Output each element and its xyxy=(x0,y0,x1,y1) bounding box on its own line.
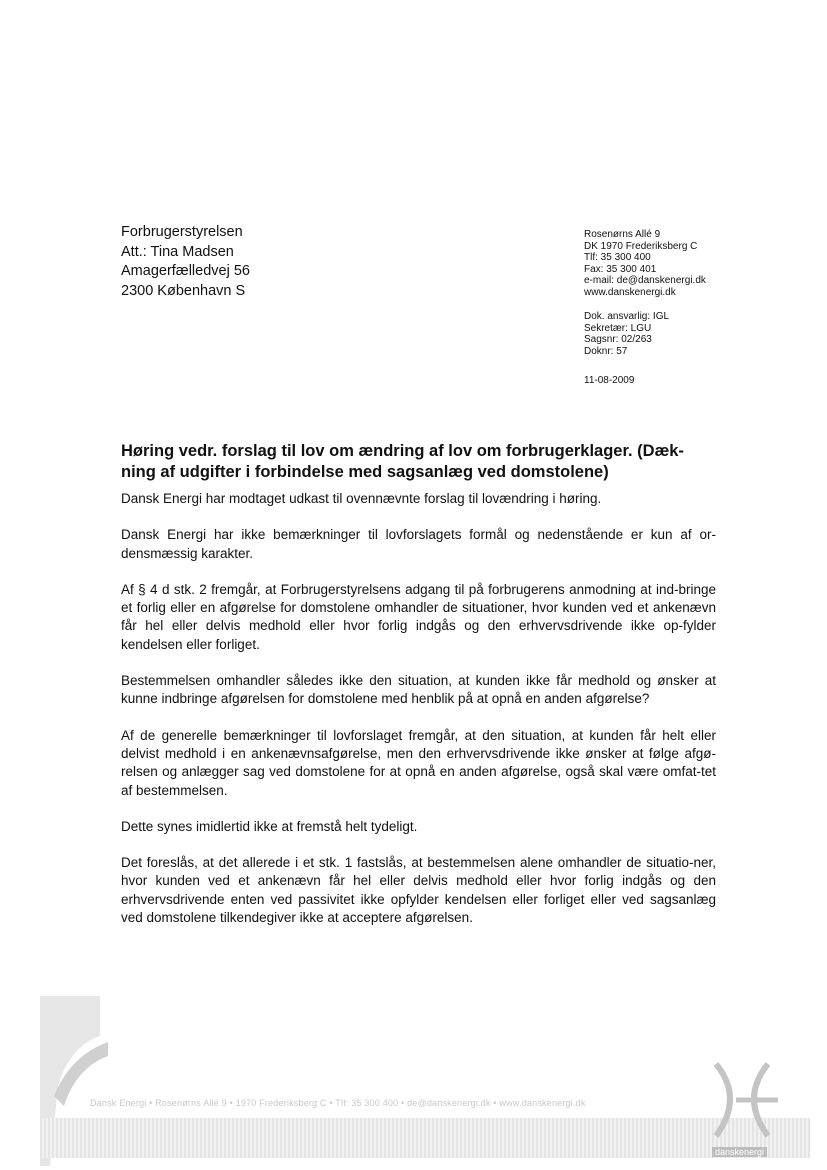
meta-doc: Doknr: 57 xyxy=(584,345,628,357)
meta-secretary: Sekretær: LGU xyxy=(584,322,652,334)
sender-fax: Fax: 35 300 401 xyxy=(584,263,657,275)
recipient-org: Forbrugerstyrelsen xyxy=(121,224,243,240)
subject-line-2: ning af udgifter i forbindelse med sagsanlæg ved domstolene) xyxy=(121,463,609,481)
recipient-att: Att.: Tina Madsen xyxy=(121,243,234,260)
paragraph: Dette synes imidlertid ikke at fremstå helt tydeligt. xyxy=(121,818,418,834)
document-meta xyxy=(584,311,669,357)
sender-contact xyxy=(584,229,706,299)
paragraph: Af § 4 d stk. 2 fremgår, at Forbrugerstyrelsens adgang til på forbrugerens anmodning at ind-bringe et forlig eller en afgørelse for domstolene omhandler de situationer, hvor kunden ved et ankenævn får hel eller delvis medhold eller hvor forlig indgås og den erhvervsdrivende ikke op-fylder kendelsen eller forliget. xyxy=(121,581,716,652)
paragraph: Dansk Energi har ikke bemærkninger til lovforslagets formål og nedenstående er kun af or-densmæssig karakter. xyxy=(121,527,716,561)
logo-wordmark: danskenergi xyxy=(712,1147,767,1157)
paragraph: Af de generelle bemærkninger til lovforslaget fremgår, at den situation, at kunden får helt eller delvist medhold i en ankenævnsafgørelse, men den erhvervsdrivende ikke ønsker at følge afgø-relsen og anlægger sag ved domstolene for at opnå en anden afgørelse, også skal være omfat-tet af bestemmelsen. xyxy=(121,727,716,798)
subject-line-1: Høring vedr. forslag til lov om ændring af lov om forbrugerklager. (Dæk- xyxy=(121,442,684,460)
footer-band xyxy=(40,1118,810,1158)
letter-body xyxy=(121,490,716,945)
letter-date: 11-08-2009 xyxy=(584,375,635,386)
footer-text: Dansk Energi • Rosenørns Allé 9 • 1970 Frederiksberg C • Tlf: 35 300 400 • de@danskenergi.dk • www.danskenergi.dk xyxy=(90,1098,586,1108)
recipient-city: 2300 København S xyxy=(121,282,246,299)
danskenergi-logo-icon xyxy=(702,1058,782,1158)
paragraph: Dansk Energi har modtaget udkast til ovennævnte forslag til lovændring i høring. xyxy=(121,491,602,506)
meta-case: Sagsnr: 02/263 xyxy=(584,334,652,346)
sender-postal: DK 1970 Frederiksberg C xyxy=(584,240,698,252)
sender-web: www.danskenergi.dk xyxy=(584,286,676,298)
sender-phone: Tlf: 35 300 400 xyxy=(584,252,651,264)
paragraph: Det foreslås, at det allerede i et stk. 1 fastslås, at bestemmelsen alene omhandler de situatio-ner, hvor kunden ved et ankenævn får hel eller delvis medhold eller hvor forlig indgås og den erhvervsdrivende enten ved passivitet ikke opfylder kendelsen eller forliget eller ved sagsanlæg ved domstolene tilkendegiver ikke at acceptere afgørelsen. xyxy=(121,855,716,926)
meta-responsible: Dok. ansvarlig: IGL xyxy=(584,311,670,322)
paragraph: Bestemmelsen omhandler således ikke den situation, at kunden ikke får medhold og ønsker at kunne indbringe afgørelsen for domstolene med henblik på at opnå en anden afgørelse? xyxy=(121,673,716,707)
sender-address: Rosenørns Allé 9 xyxy=(584,229,661,240)
recipient-street: Amagerfælledvej 56 xyxy=(121,263,250,279)
sender-email: e-mail: de@danskenergi.dk xyxy=(584,275,706,287)
recipient-address xyxy=(121,223,250,301)
letter-subject xyxy=(121,441,721,483)
